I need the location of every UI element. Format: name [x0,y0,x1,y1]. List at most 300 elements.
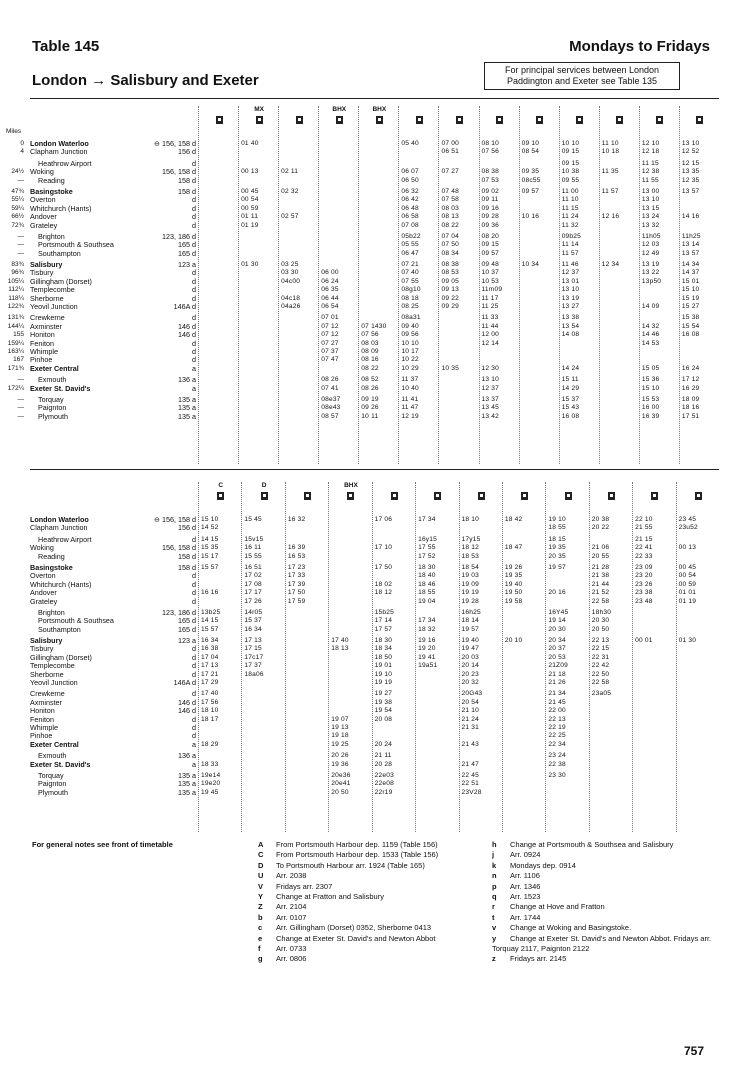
station-table-ref: d [192,652,196,662]
time-cell [600,160,640,168]
footnotes-left [258,840,438,965]
time-cell: 07 1430 [361,322,387,330]
time-cell: 12 00 [481,331,500,339]
time-cell: 19 26 [504,563,523,571]
time-cell: 16 39 [641,412,660,420]
time-cell: 18 55 [548,524,566,532]
station-name: Gillingham (Dorset) [30,652,92,662]
footnote [492,902,722,912]
time-cell: 20 38 [591,516,610,523]
time-cell: 21 15 [635,535,653,543]
time-cell [460,752,503,760]
time-cell [359,188,399,196]
time-cell [359,286,399,294]
time-cell: 18 47 [504,544,523,552]
time-cell [677,716,720,724]
time-cell: 17 13 [244,637,262,645]
time-cell: 21 43 [461,740,480,748]
note-line-1: For principal services between London [504,65,660,75]
time-cell [279,396,319,404]
station-name: Templecombe [30,661,75,671]
station-table-ref: ⊖ 156, 158 d [154,139,196,148]
time-cell: 06 54 [321,303,339,311]
time-cell: 04c00 [281,277,301,285]
time-cell [677,780,720,788]
first-class-icon [520,116,560,140]
station-row [30,679,198,687]
station-row [17,175,198,185]
time-cell: 11 24 [561,213,579,221]
time-cell [239,365,279,373]
time-cell: 07 12 [321,331,339,339]
time-cell: 11 17 [481,294,499,302]
time-cell: 18 46 [418,580,436,588]
time-cell: 22 45 [461,771,480,779]
station-miles: — [17,412,24,420]
time-cell: 23 24 [548,752,566,760]
time-cell: 16 16 [201,589,219,597]
time-cell [680,356,720,364]
time-cell [520,196,560,204]
time-cell: 12 10 [641,140,660,147]
station-name: Plymouth [38,411,68,421]
footnote [492,850,722,860]
time-cell: 15 19 [681,294,700,302]
station-row [11,260,198,270]
time-cell: 22 13 [591,637,610,645]
time-cell: 13 10 [481,376,500,384]
time-cell [677,654,720,662]
time-cell [460,524,503,532]
time-cell: 08 25 [401,303,419,311]
time-cell: 13 19 [641,261,660,269]
time-cell: 08 22 [441,221,459,229]
time-cell [677,761,720,769]
time-cell: 07 53 [481,176,500,184]
time-cell [416,671,459,679]
station-miles: — [17,241,24,249]
time-cell: 21 55 [635,524,653,532]
station-row [7,363,198,373]
time-cell [199,396,239,404]
time-cell [279,365,319,373]
station-table-ref: 156, 158 d [162,167,196,177]
time-cell [199,376,239,384]
first-class-icon [503,492,546,516]
time-cell: 19 28 [461,597,480,605]
station-name: Exeter St. David's [30,759,91,769]
time-cell [329,671,372,679]
time-cell [503,617,546,625]
time-cell [503,671,546,679]
time-cell [199,356,239,364]
time-cell [633,679,676,687]
time-cell [590,732,633,740]
miles-header: Miles [6,128,22,135]
time-cell: 11 25 [481,303,499,311]
time-cell: 08 13 [441,213,459,221]
time-cell: 16 08 [561,412,580,420]
time-cell: 13 57 [681,187,700,195]
time-cell [199,365,239,373]
time-cell [242,789,285,797]
station-row [30,724,198,732]
train-column [278,106,319,464]
time-cell: 13 27 [561,303,580,311]
time-cell: 07 41 [321,384,339,392]
station-name: Axminster [30,321,62,331]
train-column [679,106,720,464]
time-cell: 16 29 [681,384,700,392]
time-cell: 18 14 [461,617,480,625]
time-cell: 08 26 [361,384,379,392]
time-cell: 14 32 [641,322,660,330]
time-cell: 14 52 [201,524,219,532]
time-cell: 22 38 [548,760,566,768]
station-miles: 144¼ [7,322,24,330]
time-cell [239,356,279,364]
time-cell [199,724,242,732]
time-cell [680,205,720,213]
time-cell [319,140,359,148]
time-cell: 21 18 [548,670,566,678]
time-cell: 07 55 [401,277,419,285]
footnote [258,861,438,871]
time-cell: 21 11 [374,752,392,760]
time-cell: 23u52 [678,524,698,532]
time-cell: 23 26 [635,580,653,588]
first-class-icon [633,492,676,516]
time-cell: 14 08 [561,331,580,339]
time-cell: 06 50 [401,176,419,184]
time-cell [319,205,359,213]
station-name: Clapham Junction [30,523,88,533]
station-table-ref: 146A d [173,302,196,312]
time-cell: 20 55 [591,552,610,560]
time-cell: 08 38 [481,168,500,176]
time-cell: 21 52 [591,589,610,597]
time-cell [520,404,560,412]
time-cell [373,572,416,580]
station-row [13,330,198,340]
time-cell [279,241,319,249]
time-cell [329,516,372,524]
station-name: Overton [30,195,56,205]
time-cell: 10 29 [401,364,419,372]
time-cell: 20G43 [461,690,483,698]
time-cell: 18 02 [374,580,393,588]
train-column [559,106,600,464]
time-cell: 18 30 [418,563,436,571]
time-cell: 14 15 [201,617,219,625]
station-table-ref: d [192,285,196,295]
time-cell: 11 15 [641,159,659,167]
time-cell: 15 10 [201,516,219,523]
time-cell [239,278,279,286]
station-row [7,346,198,356]
time-cell: 17 15 [244,645,262,653]
time-cell [503,662,546,670]
footnote-key: q [492,892,497,902]
train-column-head [286,482,329,492]
time-cell [633,724,676,732]
station-table-ref: d [192,644,196,654]
train-column-head: MX [254,106,264,113]
time-cell: 07 21 [401,261,419,269]
time-cell: 20 54 [461,698,480,706]
time-cell: 07 01 [321,314,339,322]
time-cell: 12 03 [641,241,660,249]
time-cell: 09 15 [561,148,580,156]
time-cell [520,340,560,348]
train-column [459,482,503,832]
time-cell: 18a06 [244,670,264,678]
time-cell [199,148,239,156]
time-cell: 01 19 [678,597,697,605]
station-table-ref: 146 d [178,706,196,716]
station-table-ref: 165 d [178,248,196,258]
time-cell: 14 37 [681,269,700,277]
time-cell: 18 40 [418,572,436,580]
time-cell [439,385,479,393]
station-miles: 163¼ [7,347,24,355]
time-cell: 17 12 [681,376,700,384]
time-cell: 19 10 [548,516,566,523]
time-cell [242,752,285,760]
time-cell [520,205,560,213]
time-cell [633,716,676,724]
time-cell: 04c18 [281,294,301,302]
train-column [372,482,416,832]
time-cell: 20 34 [548,637,566,645]
time-cell: 13 38 [561,314,580,322]
time-cell: 08 03 [361,339,379,347]
time-cell [600,241,640,249]
time-cell [286,772,329,780]
station-table-ref: d [192,158,196,168]
time-cell [439,331,479,339]
train-column-head [416,482,459,492]
time-cell [239,340,279,348]
station-miles: 83¾ [11,261,24,269]
station-name: Whitchurch (Hants) [30,579,92,589]
train-column [632,482,676,832]
time-cell: 21 24 [461,715,480,723]
time-cell [677,617,720,625]
station-table-ref: 158 d [178,175,196,185]
station-table-ref: d [192,276,196,286]
time-cell: 17c17 [244,653,264,661]
time-cell [520,413,560,421]
time-cell: 06 24 [321,277,339,285]
time-cell [677,732,720,740]
station-table-ref: d [192,534,196,544]
time-cell [279,250,319,258]
time-cell [590,789,633,797]
train-column-head [520,106,560,116]
footnote-key: A [258,840,264,849]
time-cell [677,690,720,698]
time-cell: 19e14 [201,771,221,779]
time-cell: 10 10 [401,339,419,347]
time-cell: 19 45 [201,788,219,796]
time-cell [199,188,239,196]
station-name: Reading [38,551,65,561]
train-column [285,482,329,832]
time-cell: 14 29 [561,384,580,392]
time-cell: 23 38 [635,589,653,597]
time-cell [239,177,279,185]
time-cell [503,679,546,687]
time-cell [520,314,560,322]
time-cell: 16 00 [641,404,660,412]
time-cell [286,789,329,797]
time-cell: 09 57 [481,249,500,257]
time-cell: 09 13 [441,286,459,294]
train-column [676,482,720,832]
station-list [7,139,198,421]
time-cell [286,645,329,653]
time-cell [600,356,640,364]
time-cell: 17 17 [244,589,262,597]
first-class-icon [560,116,600,140]
time-cell [560,356,600,364]
time-cell: 15 53 [641,395,660,403]
time-cell: 08a31 [401,314,421,322]
time-cell [319,177,359,185]
train-column-head: BHX [372,106,387,113]
time-cell: 06 35 [321,286,339,294]
time-cell [633,671,676,679]
time-cell [600,233,640,241]
time-cell [199,261,239,269]
time-cell: 08 03 [441,204,459,212]
time-cell [633,732,676,740]
time-cell: 01 40 [241,140,259,147]
time-cell [279,286,319,294]
time-cell: 16 38 [201,645,219,653]
time-cell: 20 50 [331,788,349,796]
time-cell: 18 17 [201,715,219,723]
station-name: Paignton [38,403,67,413]
time-cell: 20 16 [548,589,566,597]
time-cell [600,348,640,356]
time-cell: 21 47 [461,760,480,768]
train-column [599,106,640,464]
time-cell [242,772,285,780]
time-cell [279,148,319,156]
footnote-key: Z [258,902,263,912]
time-cell: 09 35 [521,168,540,176]
time-cell [329,690,372,698]
station-miles: — [17,176,24,184]
time-cell: 02 57 [281,213,299,221]
time-cell: 13 10 [681,140,700,147]
footnote [258,892,438,902]
footnote-text: Change at Exeter St. David's and Newton Abbot [276,933,436,943]
time-cell [600,404,640,412]
station-miles: 171¾ [7,364,24,372]
time-cell: 19 09 [461,580,480,588]
station-miles: 55¼ [11,196,24,204]
time-cell [199,732,242,740]
time-cell [416,699,459,707]
time-cell [286,690,329,698]
time-cell [677,699,720,707]
time-cell: 09 15 [481,241,500,249]
time-cell: 10 17 [401,347,419,355]
time-cell [199,278,239,286]
footnote-key: C [258,850,264,860]
top-rule [30,98,719,99]
footnote-key: t [492,912,495,922]
station-table-ref: 158 d [178,562,196,572]
time-cell [199,160,239,168]
time-cell [503,707,546,715]
station-table-ref: 158 d [178,186,196,196]
time-cell [239,286,279,294]
time-cell: 12 16 [601,213,620,221]
footnote-text: Change at Fratton and Salisbury [276,892,384,902]
time-cell: 15 45 [244,516,262,523]
time-cell: 00 13 [678,544,697,552]
station-name: Woking [30,543,54,553]
time-cell: 17 10 [374,544,393,552]
station-table-ref: ⊖ 156, 158 d [154,515,196,524]
station-name: Yeovil Junction [30,302,78,312]
time-cell [279,404,319,412]
station-miles: 159¼ [7,339,24,347]
station-miles: 47¾ [11,187,24,195]
time-cell [677,536,720,544]
time-cell [546,789,589,797]
time-cell: 12 15 [681,159,700,167]
footnote-text: Arr. 0806 [276,954,307,964]
footnote-text: Arr. 1346 [510,881,541,891]
time-cell: 11 32 [561,221,579,229]
station-table-ref: d [192,203,196,213]
station-row [30,699,198,707]
time-cell: 07 12 [321,322,339,330]
footnote-key: V [258,881,264,891]
train-column [328,482,372,832]
time-cell: 08 20 [481,232,500,240]
station-table-ref: 123, 186 d [162,231,196,241]
time-cell: 19 13 [331,723,349,731]
time-cell [359,278,399,286]
time-cell: 20 03 [461,653,480,661]
time-cell: 06 58 [401,213,419,221]
footnote [258,840,438,850]
time-cell [239,376,279,384]
time-cell: 22 42 [591,662,610,670]
footnote [492,934,722,955]
station-miles: 59¼ [11,204,24,212]
time-cell [279,413,319,421]
time-cell: 12 49 [641,249,660,257]
time-cell [600,331,640,339]
train-column-head [680,106,720,116]
station-name: Clapham Junction [30,147,88,157]
time-cell: 18 10 [201,707,219,715]
time-cell [329,598,372,606]
time-cell [286,780,329,788]
station-name: London Waterloo [30,515,89,524]
station-table-ref: a [192,739,196,749]
time-cell: 11 35 [601,168,619,176]
time-cell: 09 57 [521,187,540,195]
time-cell: 19 50 [504,589,523,597]
